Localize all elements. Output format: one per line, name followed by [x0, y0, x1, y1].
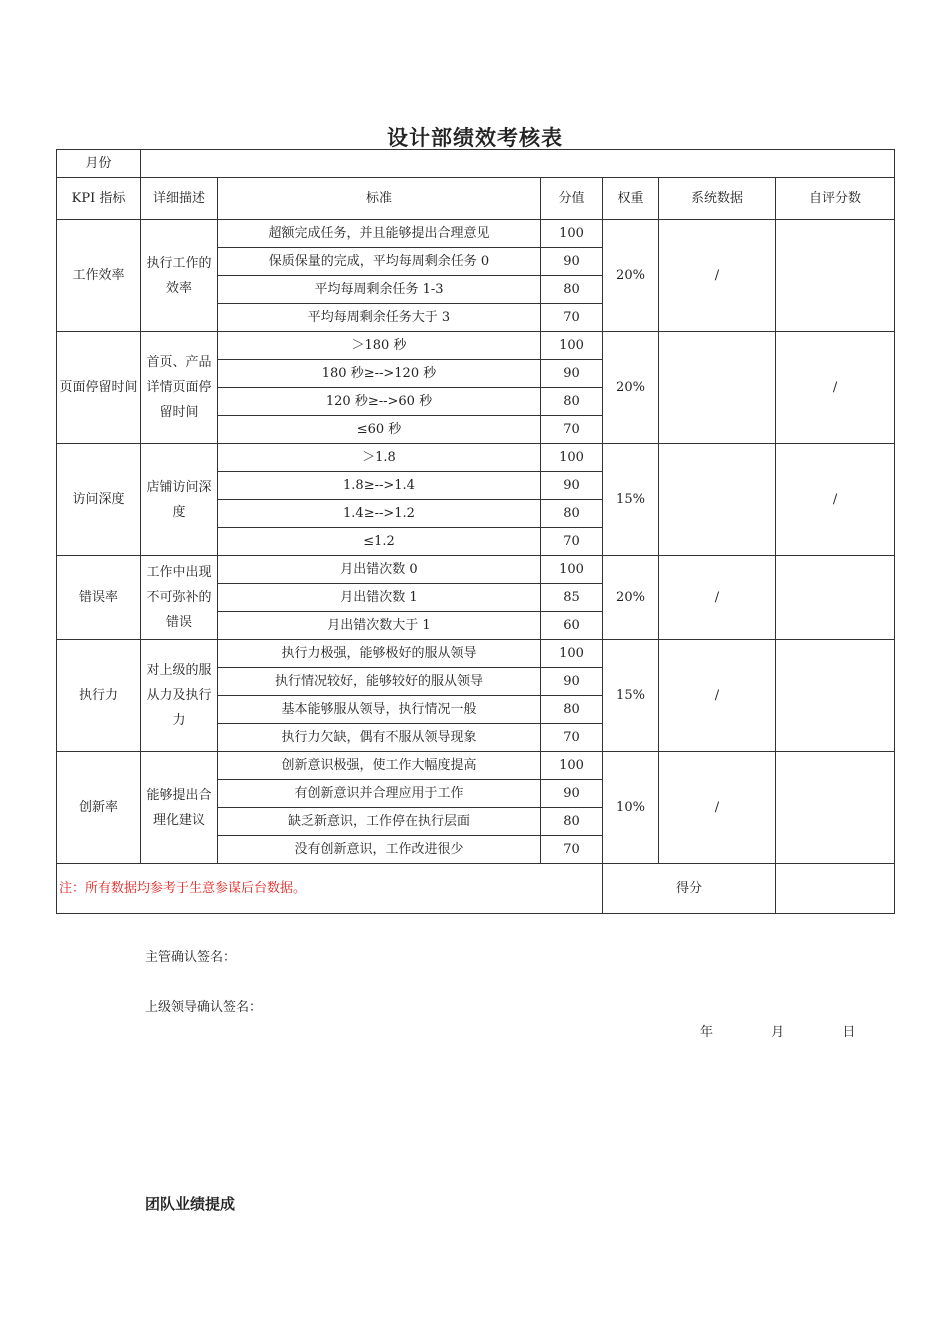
- standard-cell: 月出错次数 0: [218, 556, 541, 584]
- score-cell: 70: [541, 416, 603, 444]
- table-row: [57, 444, 895, 472]
- standard-cell: 超额完成任务，并且能够提出合理意见: [218, 220, 541, 248]
- kpi-description: 工作中出现不可弥补的错误: [141, 556, 218, 640]
- self-score-cell[interactable]: [776, 556, 895, 640]
- standard-cell: 基本能够服从领导，执行情况一般: [218, 696, 541, 724]
- footnote: 注：所有数据均参考于生意参谋后台数据。: [57, 864, 603, 914]
- table-row: [57, 556, 895, 584]
- weight-cell: 20%: [603, 220, 659, 332]
- standard-cell: 120 秒≥-->60 秒: [218, 388, 541, 416]
- kpi-description: 执行工作的效率: [141, 220, 218, 332]
- system-data-cell[interactable]: /: [659, 752, 776, 864]
- kpi-description: 能够提出合理化建议: [141, 752, 218, 864]
- score-cell: 100: [541, 444, 603, 472]
- header-score: 分值: [541, 178, 603, 220]
- self-score-cell[interactable]: [776, 752, 895, 864]
- standard-cell: 执行力极强，能够极好的服从领导: [218, 640, 541, 668]
- system-data-cell[interactable]: [659, 332, 776, 444]
- standard-cell: 有创新意识并合理应用于工作: [218, 780, 541, 808]
- standard-cell: ≤1.2: [218, 528, 541, 556]
- system-data-cell[interactable]: [659, 444, 776, 556]
- self-score-cell[interactable]: [776, 640, 895, 752]
- total-score-label: 得分: [603, 864, 776, 914]
- standard-cell: ≤60 秒: [218, 416, 541, 444]
- standard-cell: 创新意识极强，使工作大幅度提高: [218, 752, 541, 780]
- score-cell: 90: [541, 472, 603, 500]
- standard-cell: 月出错次数大于 1: [218, 612, 541, 640]
- standard-cell: 保质保量的完成，平均每周剩余任务 0: [218, 248, 541, 276]
- kpi-name: 访问深度: [57, 444, 141, 556]
- score-cell: 80: [541, 388, 603, 416]
- weight-cell: 20%: [603, 332, 659, 444]
- section-title: 团队业绩提成: [145, 1195, 236, 1213]
- score-cell: 70: [541, 836, 603, 864]
- table-row: [57, 752, 895, 780]
- score-cell: 100: [541, 556, 603, 584]
- table-row: [57, 332, 895, 360]
- score-cell: 80: [541, 276, 603, 304]
- weight-cell: 15%: [603, 444, 659, 556]
- standard-cell: 平均每周剩余任务大于 3: [218, 304, 541, 332]
- score-cell: 80: [541, 696, 603, 724]
- header-weight: 权重: [603, 178, 659, 220]
- kpi-name: 创新率: [57, 752, 141, 864]
- self-score-cell[interactable]: /: [776, 332, 895, 444]
- kpi-name: 错误率: [57, 556, 141, 640]
- score-cell: 90: [541, 248, 603, 276]
- system-data-cell[interactable]: /: [659, 556, 776, 640]
- header-self: 自评分数: [776, 178, 895, 220]
- leader-signature: 上级领导确认签名：: [145, 1000, 263, 1015]
- score-cell: 80: [541, 500, 603, 528]
- kpi-name: 执行力: [57, 640, 141, 752]
- score-cell: 70: [541, 528, 603, 556]
- kpi-description: 店铺访问深度: [141, 444, 218, 556]
- supervisor-signature: 主管确认签名：: [145, 950, 237, 965]
- self-score-cell[interactable]: /: [776, 444, 895, 556]
- table-row: [57, 220, 895, 248]
- weight-cell: 20%: [603, 556, 659, 640]
- month-label: 月份: [57, 150, 141, 178]
- score-cell: 90: [541, 780, 603, 808]
- self-score-cell[interactable]: [776, 220, 895, 332]
- score-cell: 90: [541, 360, 603, 388]
- date-day: 日: [842, 1025, 856, 1040]
- weight-cell: 15%: [603, 640, 659, 752]
- weight-cell: 10%: [603, 752, 659, 864]
- kpi-description: 对上级的服从力及执行力: [141, 640, 218, 752]
- header-kpi: KPI 指标: [57, 178, 141, 220]
- score-cell: 100: [541, 220, 603, 248]
- score-cell: 100: [541, 332, 603, 360]
- score-cell: 70: [541, 724, 603, 752]
- score-cell: 80: [541, 808, 603, 836]
- standard-cell: 执行情况较好，能够较好的服从领导: [218, 668, 541, 696]
- header-system: 系统数据: [659, 178, 776, 220]
- standard-cell: 没有创新意识，工作改进很少: [218, 836, 541, 864]
- standard-cell: 1.8≥-->1.4: [218, 472, 541, 500]
- standard-cell: ＞180 秒: [218, 332, 541, 360]
- score-cell: 70: [541, 304, 603, 332]
- standard-cell: 执行力欠缺，偶有不服从领导现象: [218, 724, 541, 752]
- score-cell: 90: [541, 668, 603, 696]
- system-data-cell[interactable]: /: [659, 220, 776, 332]
- table-row: [57, 640, 895, 668]
- standard-cell: 缺乏新意识，工作停在执行层面: [218, 808, 541, 836]
- kpi-name: 页面停留时间: [57, 332, 141, 444]
- date-month: 月: [771, 1025, 785, 1040]
- standard-cell: ＞1.8: [218, 444, 541, 472]
- month-value[interactable]: [141, 150, 895, 178]
- page-title: 设计部绩效考核表: [387, 126, 563, 150]
- kpi-table: [56, 149, 895, 914]
- kpi-name: 工作效率: [57, 220, 141, 332]
- score-cell: 85: [541, 584, 603, 612]
- score-cell: 100: [541, 752, 603, 780]
- score-cell: 60: [541, 612, 603, 640]
- standard-cell: 180 秒≥-->120 秒: [218, 360, 541, 388]
- date-line: [700, 1021, 883, 1040]
- total-score-value[interactable]: [776, 864, 895, 914]
- header-desc: 详细描述: [141, 178, 218, 220]
- standard-cell: 平均每周剩余任务 1-3: [218, 276, 541, 304]
- score-cell: 100: [541, 640, 603, 668]
- date-year: 年: [700, 1025, 714, 1040]
- kpi-description: 首页、产品详情页面停留时间: [141, 332, 218, 444]
- header-standard: 标准: [218, 178, 541, 220]
- standard-cell: 1.4≥-->1.2: [218, 500, 541, 528]
- system-data-cell[interactable]: /: [659, 640, 776, 752]
- standard-cell: 月出错次数 1: [218, 584, 541, 612]
